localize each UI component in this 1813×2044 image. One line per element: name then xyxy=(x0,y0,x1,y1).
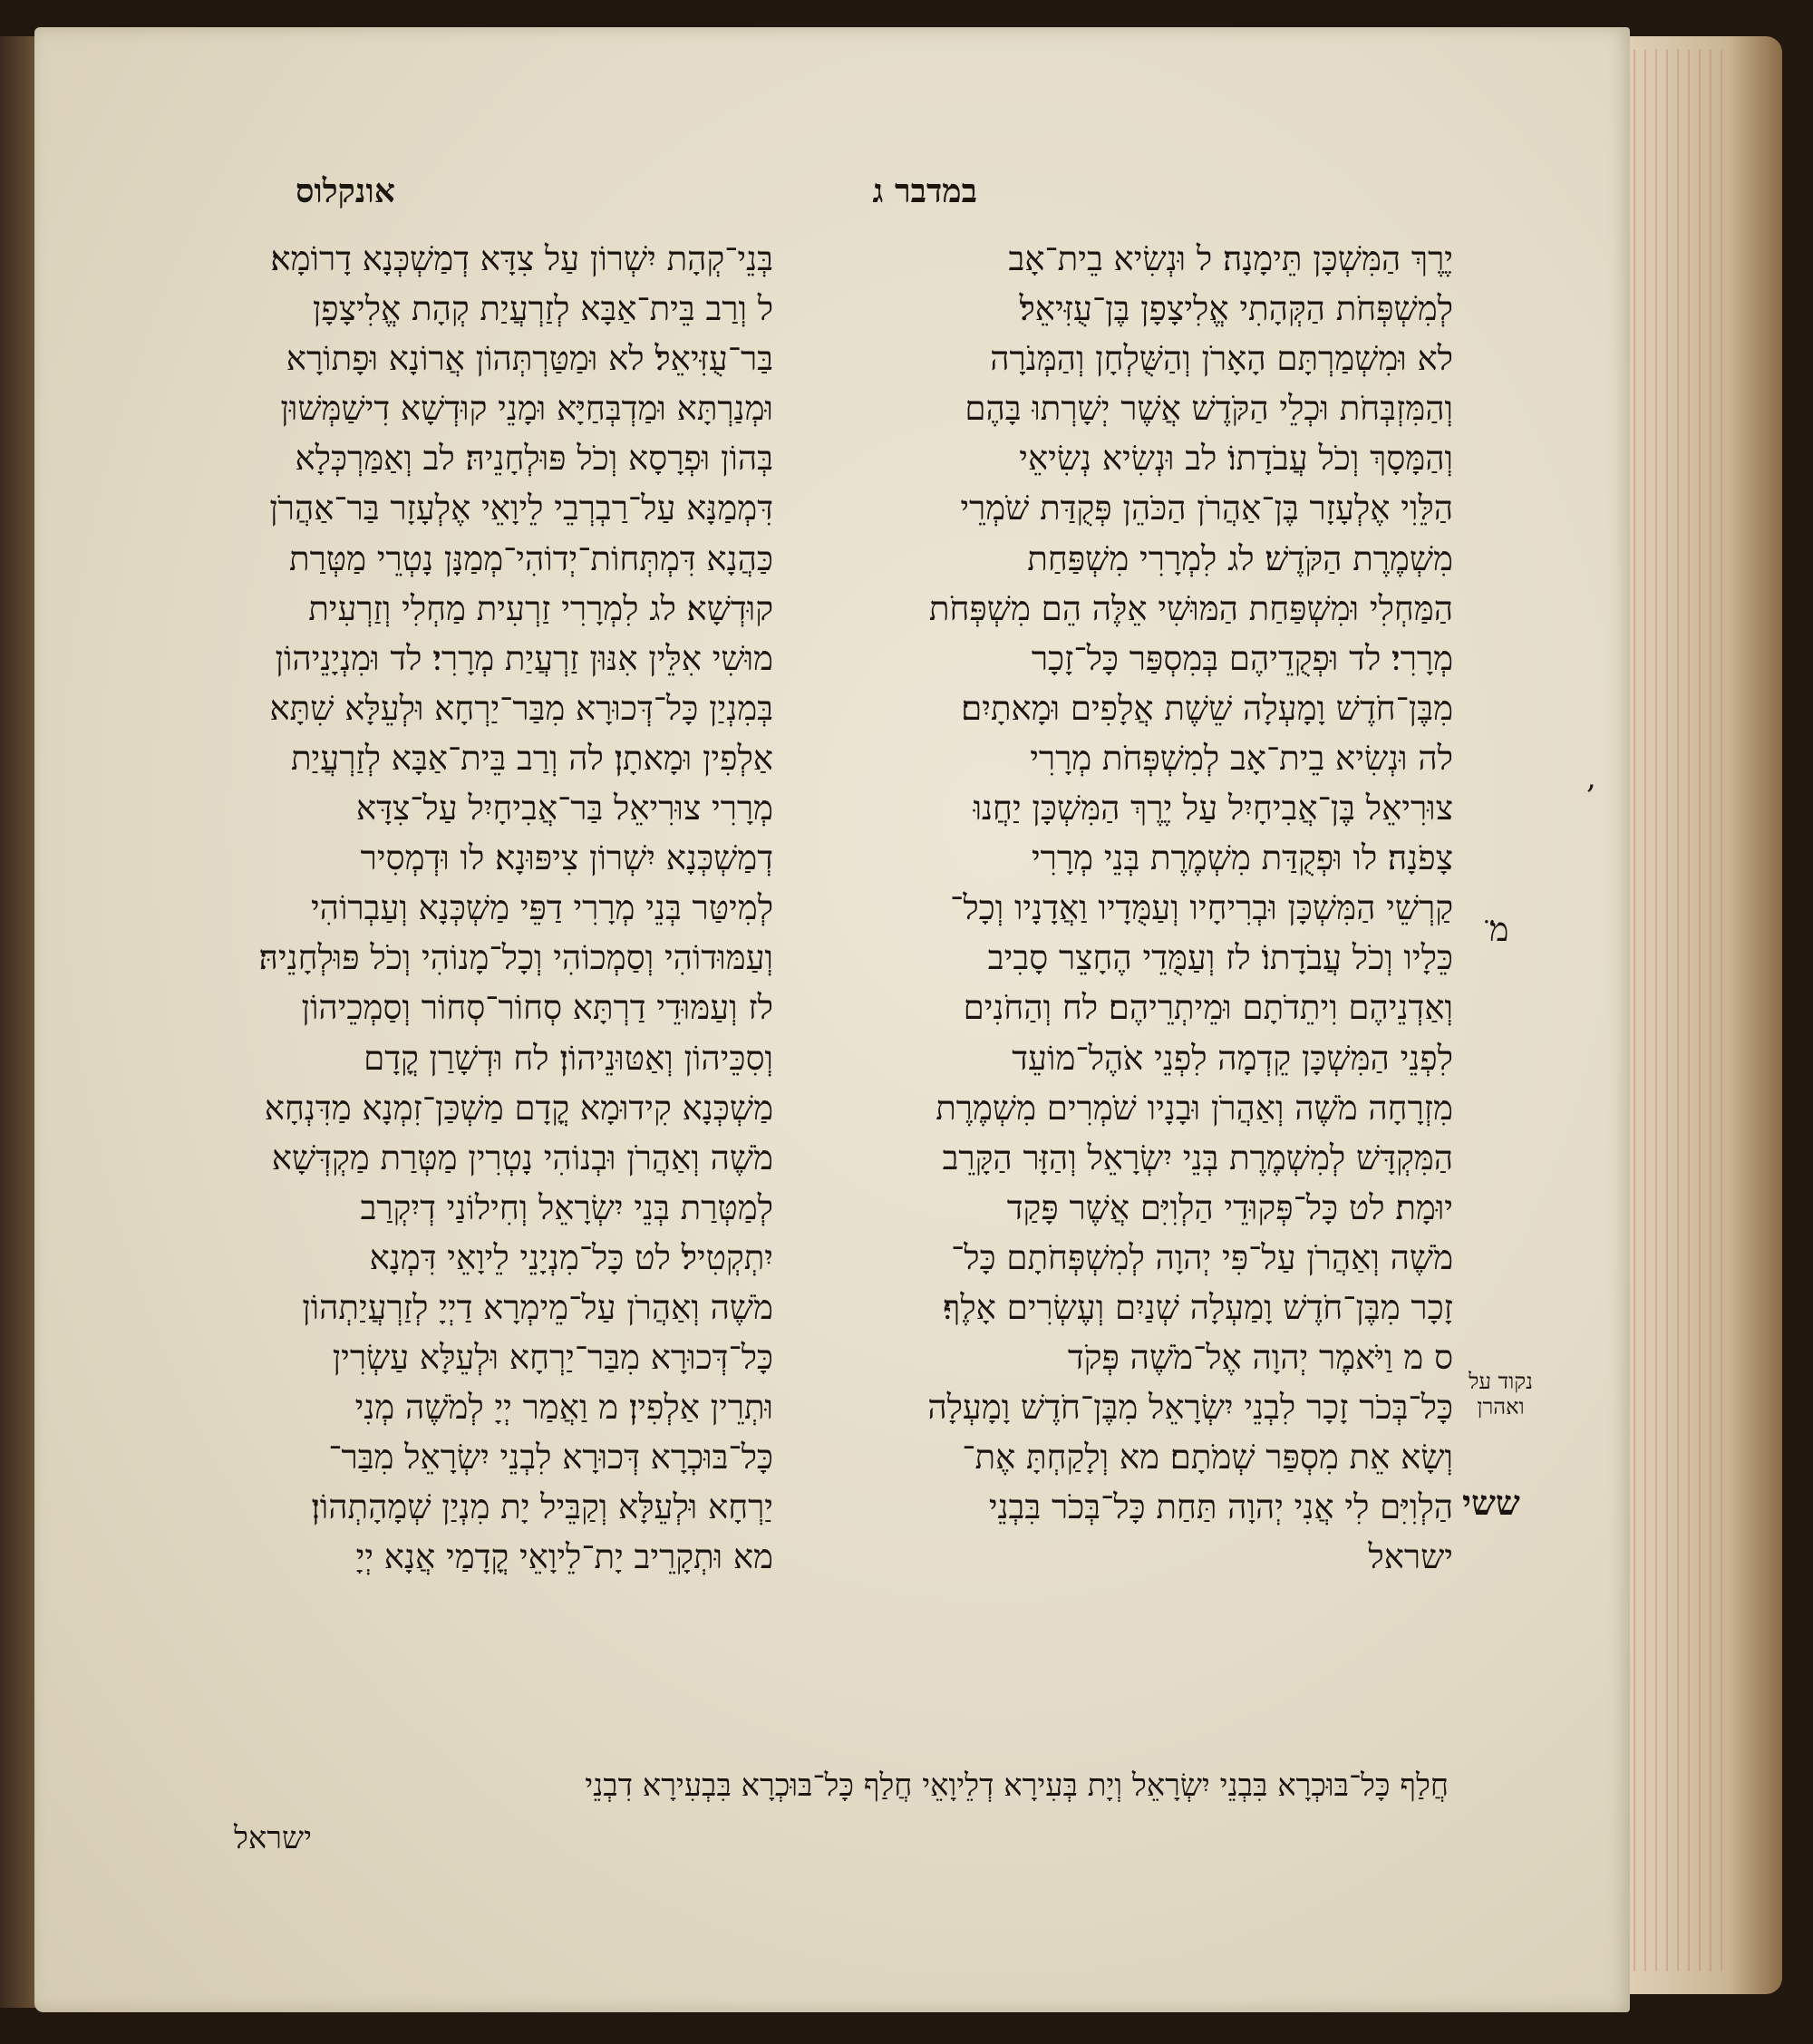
targum-text-line: כַּהֲנָא דִּמְתְּחוֹת־יְדוֹהִי־מְמַנָּן נָטְרֵי מַטְּרַת xyxy=(289,538,773,578)
targum-text-line: מֹשֶׁה וְאַהֲרֹן וּבְנוֹהִי נָטְרִין מַטְּרַת מַקְדְּשָׁא xyxy=(271,1138,773,1177)
hebrew-text-line: לִפְנֵי הַמִּשְׁכָּן קֵדְמָה לִפְנֵי אֹהֶל־מוֹעֵד xyxy=(1012,1038,1453,1078)
hebrew-text-line: הַמִּקְדָּשׁ לְמִשְׁמֶרֶת בְּנֵי יִשְׂרָאֵל וְהַזָּר הַקָּרֵב xyxy=(942,1138,1453,1177)
margin-aliyah-shishi: ששי xyxy=(1462,1482,1520,1523)
hebrew-text-line: צָפֹנָה׃ לו וּפְקֻדַּת מִשְׁמֶרֶת בְּנֵי מְרָרִי xyxy=(1031,838,1453,878)
onkelos-targum-column xyxy=(107,234,773,1784)
targum-text-line: אַלְפִין וּמָאתָן׃ לה וְרַב בֵּית־אַבָּא לְזַרְעֲיַת xyxy=(290,738,773,778)
page-edge-lines xyxy=(1623,50,1731,1971)
hebrew-text-line: יוּמָת׃ לט כָּל־פְּקוּדֵי הַלְוִיִּם אֲשֶׁר פָּקַד xyxy=(1006,1187,1453,1227)
hebrew-text-line: יֶרֶךְ הַמִּשְׁכָּן תֵּימָנָה׃ ל וּנְשִׂיא בֵית־אָב xyxy=(1008,239,1453,278)
targum-text-line: כָּל־בּוּכְרָא דְּכוּרָא לִבְנֵי יִשְׂרָאֵל מִבַּר־ xyxy=(328,1438,773,1477)
targum-text-line: בְּהוֹן וּפְרָסָא וְכֹל פּוּלְחָנֵיהּ׃ לב וְאַמַּרְכְּלָא xyxy=(295,439,773,479)
margin-nikud-note: נקוד על ואהרן xyxy=(1469,1369,1533,1419)
running-header-onkelos: אונקלוס xyxy=(296,172,395,210)
hebrew-text-line: הַלֵּוִי אֶלְעָזָר בֶּן־אַהֲרֹן הַכֹּהֵן פְּקֻדַּת שֹׁמְרֵי xyxy=(960,489,1453,528)
book-cover-left xyxy=(0,36,36,2008)
targum-text-line: לז וְעַמּוּדֵי דַרְתָּא סְחוֹר־סְחוֹר וְסַמְכֵיהוֹן xyxy=(301,988,773,1028)
targum-continuation-line: חֲלַף כָּל־בּוּכְרָא בִּבְנֵי יִשְׂרָאֵל וְיָת בְּעִירָא דְלֵיוָאֵי חֲלַף כָּל־בּוּכְרָא בִּבְעִירָא דִבְנֵי xyxy=(585,1768,1449,1804)
targum-text-line: וּתְרֵין אַלְפִין׃ מ וַאֲמַר יְיָ לְמֹשֶׁה מְנִי xyxy=(354,1388,773,1428)
hebrew-text-line: זָכָר מִבֶּן־חֹדֶשׁ וָמַעְלָה שְׁנַיִם וְעֶשְׂרִים אָלֶף׃ xyxy=(943,1287,1453,1327)
targum-text-line: לְמַטְּרַת בְּנֵי יִשְׂרָאֵל וְחִילוֹנַי דְיִקְרַב xyxy=(360,1187,773,1227)
targum-catchword: ישראל xyxy=(234,1820,312,1856)
hebrew-text-line: וְשָׂא אֵת מִסְפַּר שְׁמֹתָם׃ מא וְלָקַחְתָּ אֶת־ xyxy=(962,1438,1453,1477)
targum-text-line: וְעַמּוּדוֹהִי וְסַמְכוֹהִי וְכָל־מָנוֹהִי וְכֹל פּוּלְחָנֵיהּ׃ xyxy=(258,938,773,978)
hebrew-text-line: מִבֶּן־חֹדֶשׁ וָמָעְלָה שֵׁשֶׁת אֲלָפִים וּמָאתָיִם׃ xyxy=(961,688,1453,728)
hebrew-text-line: לְמִשְׁפְּחֹת הַקְּהָתִי אֱלִיצָפָן בֶּן־עֻזִּיאֵל׃ xyxy=(1019,289,1453,329)
margin-mem-mark: מ̈ xyxy=(1489,912,1509,949)
targum-text-line: לְמִיטַּר בְּנֵי מְרָרִי דַפֵּי מַשְׁכְּנָא וְעַבְרוֹהִי xyxy=(310,888,773,928)
targum-text-line: וְסִכֵּיהוֹן וְאַטּוּנֵיהוֹן׃ לח וּדְשָׁרַן קֳדָם xyxy=(364,1038,773,1078)
hebrew-text-line: מְרָרִי׃ לד וּפְקֻדֵיהֶם בְּמִסְפַּר כָּל־זָכָר xyxy=(1031,638,1453,678)
hebrew-text-line: וְאַדְנֵיהֶם וִיתֵדֹתָם וּמֵיתְרֵיהֶם׃ לח וְהַחֹנִים xyxy=(963,988,1453,1028)
hebrew-text-column xyxy=(787,234,1453,1784)
hebrew-text-line: מִזְרָחָה מֹשֶׁה וְאַהֲרֹן וּבָנָיו שֹׁמְרִים מִשְׁמֶרֶת xyxy=(936,1088,1453,1128)
margin-comma-mark: , xyxy=(1586,760,1596,796)
hebrew-text-line: לה וּנְשִׂיא בֵית־אָב לְמִשְׁפְּחֹת מְרָרִי xyxy=(1030,738,1453,778)
hebrew-text-line: צוּרִיאֵל בֶּן־אֲבִיחָיִל עַל יֶרֶךְ הַמִּשְׁכָּן יַחֲנוּ xyxy=(973,789,1453,828)
targum-text-line: בְּנֵי־קְהָת יִשְׁרוֹן עַל צִדָּא דְמַשְׁכְּנָא דָרוֹמָא׃ xyxy=(270,239,773,278)
hebrew-text-line: וְהַמִּזְבְּחֹת וּכְלֵי הַקֹּדֶשׁ אֲשֶׁר יְשָׁרְתוּ בָּהֶם xyxy=(965,389,1453,429)
targum-text-line: מֹשֶׁה וְאַהֲרֹן עַל־מֵימְרָא דַיְיָ לְזַרְעֲיַתְהוֹן xyxy=(302,1287,773,1327)
targum-text-line: דִּמְמַנָּא עַל־רַבְרְבֵי לֵיוָאֵי אֶלְעָזָר בַּר־אַהֲרֹן xyxy=(269,489,773,528)
targum-text-line: יַרְחָא וּלְעֵלָּא וְקַבֵּיל יָת מִנְיַן שְׁמָהָתְהוֹן׃ xyxy=(311,1487,773,1527)
targum-text-line: מְרָרִי צוּרִיאֵל בַּר־אֲבִיחָיִל עַל־צִדָּא xyxy=(355,789,773,828)
targum-text-line: קוּדְשָׁא׃ לג לִמְרָרִי זַרְעִית מַחְלִי וְזַרְעִית xyxy=(308,588,773,628)
targum-text-line: דְמַשְׁכְּנָא יִשְׁרוֹן צִיפּוּנָא׃ לו וּדְמְסִיר xyxy=(360,838,773,878)
hebrew-text-line: כָּל־בְּכֹר זָכָר לִבְנֵי יִשְׂרָאֵל מִבֶּן־חֹדֶשׁ וָמָעְלָה xyxy=(927,1388,1453,1428)
book-page xyxy=(34,27,1630,2012)
hebrew-text-line: הַמַּחְלִי וּמִשְׁפַּחַת הַמּוּשִׁי אֵלֶּה הֵם מִשְׁפְּחֹת xyxy=(928,588,1453,628)
hebrew-text-line: ס מ וַיֹּאמֶר יְהוָה אֶל־מֹשֶׁה פְּקֹד xyxy=(1067,1338,1453,1378)
targum-text-line: מַשְׁכְּנָא קִידוּמָא קֳדָם מַשְׁכַּן־זִמְנָא מַדִּנְחָא xyxy=(264,1088,773,1128)
running-header-bamidbar: במדבר ג xyxy=(872,172,977,210)
hebrew-text-line: ישראל xyxy=(1368,1537,1453,1577)
hebrew-text-line: וְהַמָּסָךְ וְכֹל עֲבֹדָתוֹ׃ לב וּנְשִׂיא נְשִׂיאֵי xyxy=(1019,439,1453,479)
targum-text-line: מוּשִׁי אִלֵּין אִנּוּן זַרְעֲיַת מְרָרִי׃ לד וּמִנְיָנֵיהוֹן xyxy=(275,638,773,678)
targum-text-line: בְּמִנְיַן כָּל־דְּכוּרָא מִבַּר־יַרְחָא וּלְעֵלָּא שִׁתָּא xyxy=(269,688,773,728)
targum-text-line: בַּר־עֻזִּיאֵל׃ לא וּמַטַּרְתְּהוֹן אֲרוֹנָא וּפָתוֹרָא xyxy=(286,339,773,379)
targum-text-line: יִתְקְטִיל׃ לט כָּל־מִנְיָנֵי לֵיוָאֵי דִּמְנָא xyxy=(369,1237,773,1277)
hebrew-text-line: קַרְשֵׁי הַמִּשְׁכָּן וּבְרִיחָיו וְעַמֻּדָיו וַאֲדָנָיו וְכָל־ xyxy=(950,888,1453,928)
hebrew-text-line: כֵּלָיו וְכֹל עֲבֹדָתוֹ׃ לז וְעַמֻּדֵי הֶחָצֵר סָבִיב xyxy=(987,938,1453,978)
hebrew-text-line: מִשְׁמֶרֶת הַקֹּדֶשׁ׃ לג לִמְרָרִי מִשְׁפַּחַת xyxy=(1027,538,1453,578)
hebrew-text-line: מֹשֶׁה וְאַהֲרֹן עַל־פִּי יְהוָה לְמִשְׁפְּחֹתָם כָּל־ xyxy=(951,1237,1453,1277)
targum-text-line: ל וְרַב בֵּית־אַבָּא לְזַרְעֲיַת קְהָת אֱלִיצָפָן xyxy=(312,289,773,329)
targum-text-line: מא וּתְקָרֵיב יָת־לֵיוָאֵי קֳדָמַי אֲנָא יְיָ xyxy=(355,1537,773,1577)
targum-text-line: כָּל־דְּכוּרָא מִבַּר־יַרְחָא וּלְעֵלָּא עַשְׂרִין xyxy=(332,1338,773,1378)
hebrew-text-line: הַלְוִיִּם לִי אֲנִי יְהוָה תַּחַת כָּל־בְּכֹר בִּבְנֵי xyxy=(988,1487,1453,1527)
targum-text-line: וּמְנַרְתָּא וּמַדְבְּחַיָּא וּמָנֵי קוּדְשָׁא דִישַׁמְּשׁוּן xyxy=(280,389,773,429)
hebrew-text-line: לא וּמִשְׁמַרְתָּם הָאָרֹן וְהַשֻּׁלְחָן וְהַמְּנֹרָה xyxy=(990,339,1453,379)
